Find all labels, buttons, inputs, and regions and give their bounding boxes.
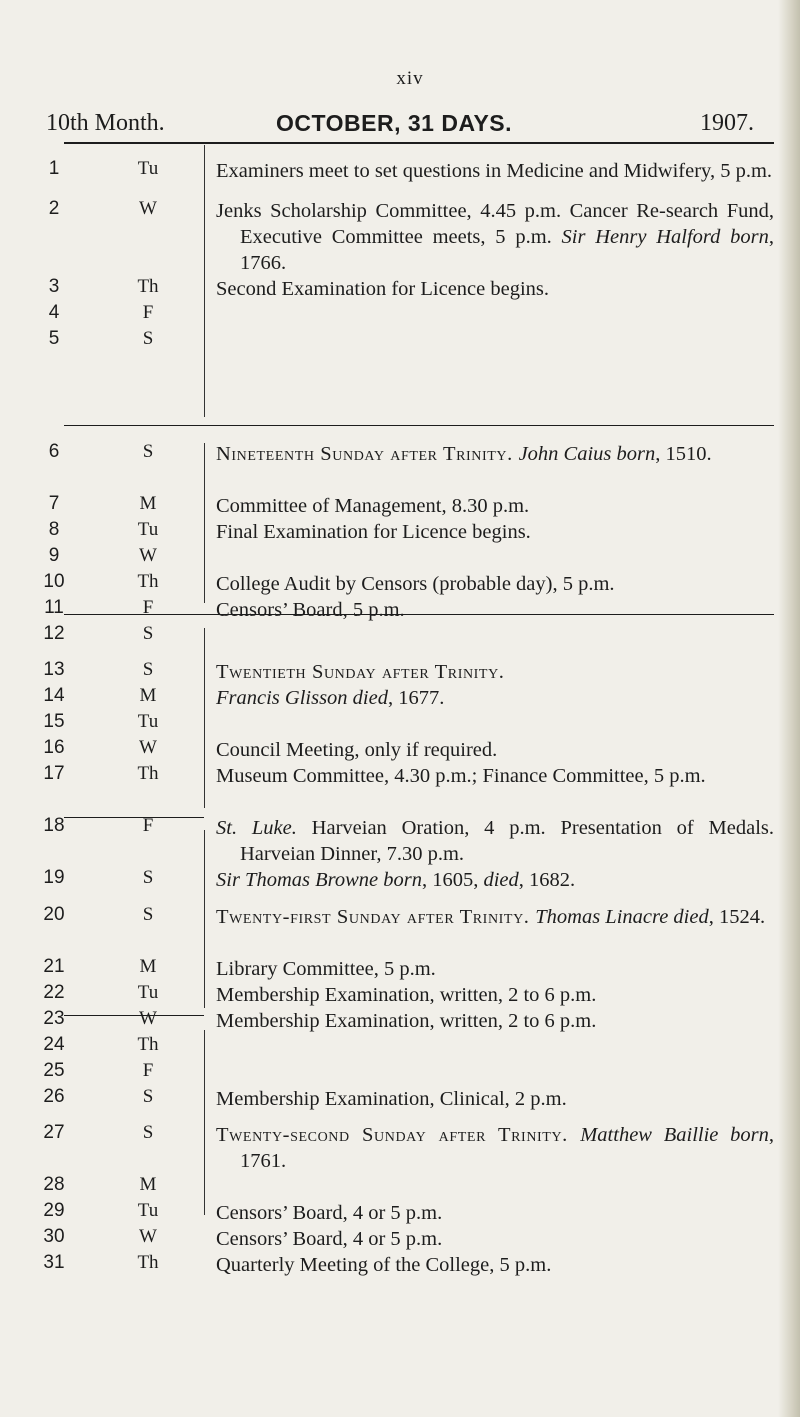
event-text-part: , 1524.: [708, 906, 766, 928]
event-text-part: Final Examination for Licence begins.: [216, 521, 531, 543]
day-number: 11: [44, 597, 64, 618]
weekday: S: [142, 441, 154, 462]
event-text-part: Twenty-first Sunday after Trinity.: [216, 906, 536, 928]
day-number: 30: [43, 1226, 65, 1247]
weekday: Th: [137, 1252, 159, 1273]
event-text: [216, 276, 774, 302]
event-text: [216, 597, 774, 623]
event-text-part: Harveian Oration, 4 p.m. Presentation of Medals. Harveian Dinner, 7.30 p.m.: [240, 817, 774, 865]
event-text: [216, 158, 774, 184]
header-rule: [64, 142, 774, 144]
event-text: [216, 441, 774, 467]
day-number: 25: [43, 1060, 65, 1081]
event-text: [216, 519, 774, 545]
weekday: M: [139, 685, 157, 706]
event-text-part: , 1510.: [655, 443, 712, 465]
event-text: [216, 1226, 774, 1252]
event-text-part: College Audit by Censors (probable day), 5 p.m.: [216, 573, 615, 595]
day-number: 17: [43, 763, 65, 784]
event-text-part: Committee of Management, 8.30 p.m.: [216, 495, 530, 517]
column-divider: [204, 628, 205, 808]
event-text: [216, 493, 774, 519]
day-number: 22: [43, 982, 65, 1003]
event-text: [216, 571, 774, 597]
event-text: [216, 685, 774, 711]
day-number: 14: [43, 685, 65, 706]
day-number: 15: [43, 711, 65, 732]
weekday: F: [142, 815, 154, 836]
day-number: 5: [48, 328, 60, 349]
day-number: 13: [43, 659, 65, 680]
event-text: [216, 1086, 774, 1112]
weekday: W: [139, 1226, 157, 1247]
event-text: [216, 1008, 774, 1034]
event-text-part: Sir Henry Halford born: [561, 226, 769, 248]
event-text-part: Jenks Scholarship Committee, 4.45 p.m. Cancer Re-search Fund, Executive Committee meets, 5 p.m.: [216, 200, 774, 248]
day-number: 28: [43, 1174, 65, 1195]
page-edge: [778, 0, 800, 1417]
day-number: 8: [48, 519, 60, 540]
event-text-part: Quarterly Meeting of the College, 5 p.m.: [216, 1254, 552, 1276]
weekday: Tu: [137, 711, 159, 732]
column-divider: [204, 145, 205, 417]
day-number: 29: [43, 1200, 65, 1221]
day-number: 24: [43, 1034, 65, 1055]
event-text: [216, 956, 774, 982]
day-number: 19: [43, 867, 65, 888]
event-text-part: Second Examination for Licence begins.: [216, 278, 550, 300]
day-number: 6: [48, 441, 60, 462]
column-divider: [204, 830, 205, 1008]
weekday: W: [139, 737, 157, 758]
event-text-part: Censors’ Board, 5 p.m.: [216, 599, 405, 621]
weekday: M: [139, 493, 157, 514]
event-text-part: Council Meeting, only if required.: [216, 739, 498, 761]
event-text-part: Thomas Linacre died: [535, 906, 709, 928]
event-text-part: Membership Examination, Clinical, 2 p.m.: [216, 1088, 567, 1110]
event-text: [216, 815, 774, 867]
event-text: [216, 1200, 774, 1226]
weekday: W: [139, 198, 157, 219]
weekday: S: [142, 904, 154, 925]
day-number: 27: [43, 1122, 65, 1143]
event-text-part: , 1761.: [240, 1124, 774, 1172]
event-text-part: John Caius born: [518, 443, 656, 465]
event-text: [216, 659, 774, 685]
event-text: [216, 982, 774, 1008]
event-text-part: Twentieth Sunday after Trinity.: [216, 661, 505, 683]
event-text-part: St. Luke.: [216, 817, 297, 839]
page-title: OCTOBER, 31 DAYS.: [276, 110, 513, 136]
day-number: 10: [43, 571, 65, 592]
weekday: Th: [137, 1034, 159, 1055]
weekday: M: [139, 1174, 157, 1195]
weekday: F: [142, 302, 154, 323]
day-number: 7: [48, 493, 60, 514]
event-text: [216, 198, 774, 276]
day-number: 1: [48, 158, 60, 179]
month-label: 10th Month.: [46, 110, 165, 136]
event-text-part: , 1605,: [421, 869, 484, 891]
event-text-part: , 1682.: [518, 869, 576, 891]
weekday: F: [142, 597, 154, 618]
event-text-part: Twenty-second Sunday after Trinity.: [216, 1124, 581, 1146]
weekday: Tu: [137, 982, 159, 1003]
weekday: F: [142, 1060, 154, 1081]
week-rule: [64, 425, 774, 426]
weekday: S: [142, 328, 154, 349]
event-text-part: Membership Examination, written, 2 to 6 p.m.: [216, 1010, 597, 1032]
event-text: [216, 1122, 774, 1174]
weekday: Th: [137, 276, 159, 297]
day-number: 23: [43, 1008, 65, 1029]
event-text: [216, 737, 774, 763]
weekday: S: [142, 1086, 154, 1107]
weekday: S: [142, 1122, 154, 1143]
weekday: Tu: [137, 158, 159, 179]
weekday: W: [139, 1008, 157, 1029]
event-text-part: Library Committee, 5 p.m.: [216, 958, 436, 980]
day-number: 26: [43, 1086, 65, 1107]
weekday: Th: [137, 571, 159, 592]
event-text-part: Sir Thomas Browne born: [216, 869, 422, 891]
page-number: xiv: [396, 68, 424, 89]
weekday: S: [142, 659, 154, 680]
day-number: 20: [43, 904, 65, 925]
event-text-part: Museum Committee, 4.30 p.m.; Finance Committee, 5 p.m.: [216, 765, 706, 787]
weekday: S: [142, 623, 154, 644]
event-text-part: , 1766.: [240, 226, 774, 274]
day-number: 3: [48, 276, 60, 297]
event-text: [216, 1252, 774, 1278]
year-label: 1907.: [700, 110, 754, 136]
day-number: 31: [43, 1252, 65, 1273]
day-number: 12: [43, 623, 65, 644]
day-number: 16: [43, 737, 65, 758]
event-text-part: Examiners meet to set questions in Medicine and Midwifery, 5 p.m.: [216, 160, 773, 182]
event-text-part: Membership Examination, written, 2 to 6 p.m.: [216, 984, 597, 1006]
event-text-part: Francis Glisson died: [216, 687, 388, 709]
weekday: S: [142, 867, 154, 888]
event-text-part: , 1677.: [387, 687, 445, 709]
weekday: Tu: [137, 1200, 159, 1221]
day-number: 2: [48, 198, 60, 219]
event-text-part: died: [483, 869, 519, 891]
weekday: M: [139, 956, 157, 977]
event-text-part: Censors’ Board, 4 or 5 p.m.: [216, 1202, 443, 1224]
column-divider: [204, 443, 205, 603]
day-number: 21: [43, 956, 65, 977]
event-text-part: Matthew Baillie born: [580, 1124, 769, 1146]
weekday: Tu: [137, 519, 159, 540]
weekday: Th: [137, 763, 159, 784]
event-text: [216, 867, 774, 893]
day-number: 4: [48, 302, 60, 323]
day-number: 9: [48, 545, 60, 566]
event-text-part: Nineteenth Sunday after Trinity.: [216, 443, 519, 465]
event-text: [216, 904, 774, 930]
column-divider: [204, 1030, 205, 1215]
weekday: W: [139, 545, 157, 566]
event-text: [216, 763, 774, 789]
event-text-part: Censors’ Board, 4 or 5 p.m.: [216, 1228, 443, 1250]
day-number: 18: [43, 815, 65, 836]
